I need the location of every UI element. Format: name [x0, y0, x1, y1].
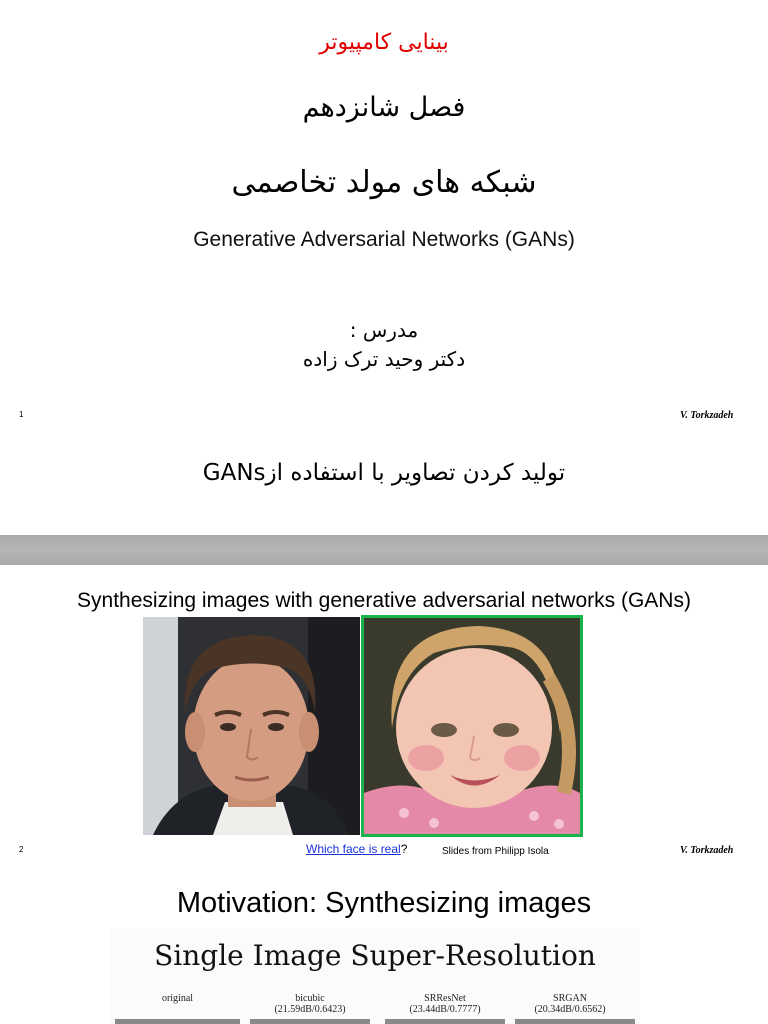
paper-figure: [110, 929, 640, 1024]
instructor-label: مدرس :: [349, 318, 419, 342]
thumbnail-srresnet: [385, 1019, 505, 1024]
signature: V. Torkzadeh: [680, 410, 734, 421]
slide-title: Motivation: Synthesizing images: [176, 887, 592, 919]
thumbnail-srgan: [515, 1019, 635, 1024]
column-label-bicubic: bicubic (21.59dB/0.6423): [274, 993, 346, 1015]
link-line: [306, 842, 407, 856]
slide-credit: Slides from Philipp Isola: [442, 846, 549, 857]
slide-2: [0, 565, 768, 865]
thumbnail-bicubic: [250, 1019, 370, 1024]
chapter-title: فصل شانزدهم: [302, 92, 466, 123]
slide-3: [0, 865, 768, 1024]
page-number: 2: [19, 845, 24, 854]
slide-subtitle: تولید کردن تصاویر با استفاده ازGANs: [202, 460, 566, 486]
slide-title: Synthesizing images with generative adversarial networks (GANs): [77, 589, 691, 612]
figure-title: Single Image Super-Resolution: [154, 939, 596, 972]
link-suffix: ?: [400, 842, 408, 856]
column-label-srresnet: SRResNet (23.44dB/0.7777): [409, 993, 481, 1015]
real-face-photo: [143, 617, 360, 835]
column-label-srgan: SRGAN (20.34dB/0.6562): [534, 993, 606, 1015]
page-number: 1: [19, 410, 24, 419]
course-title: بینایی کامپیوتر: [319, 30, 449, 55]
signature: V. Torkzadeh: [680, 845, 734, 856]
instructor-name: دکتر وحید ترک زاده: [302, 347, 466, 371]
thumbnail-original: [115, 1019, 240, 1024]
lecture-title-fa: شبکه های مولد تخاصمی: [231, 165, 537, 200]
lecture-title-en: Generative Adversarial Networks (GANs): [193, 228, 575, 251]
generated-face-photo: [361, 615, 583, 837]
slide-divider: [0, 535, 768, 565]
which-face-is-real-link[interactable]: Which face is real: [306, 842, 401, 856]
column-label-original: original: [161, 993, 194, 1004]
